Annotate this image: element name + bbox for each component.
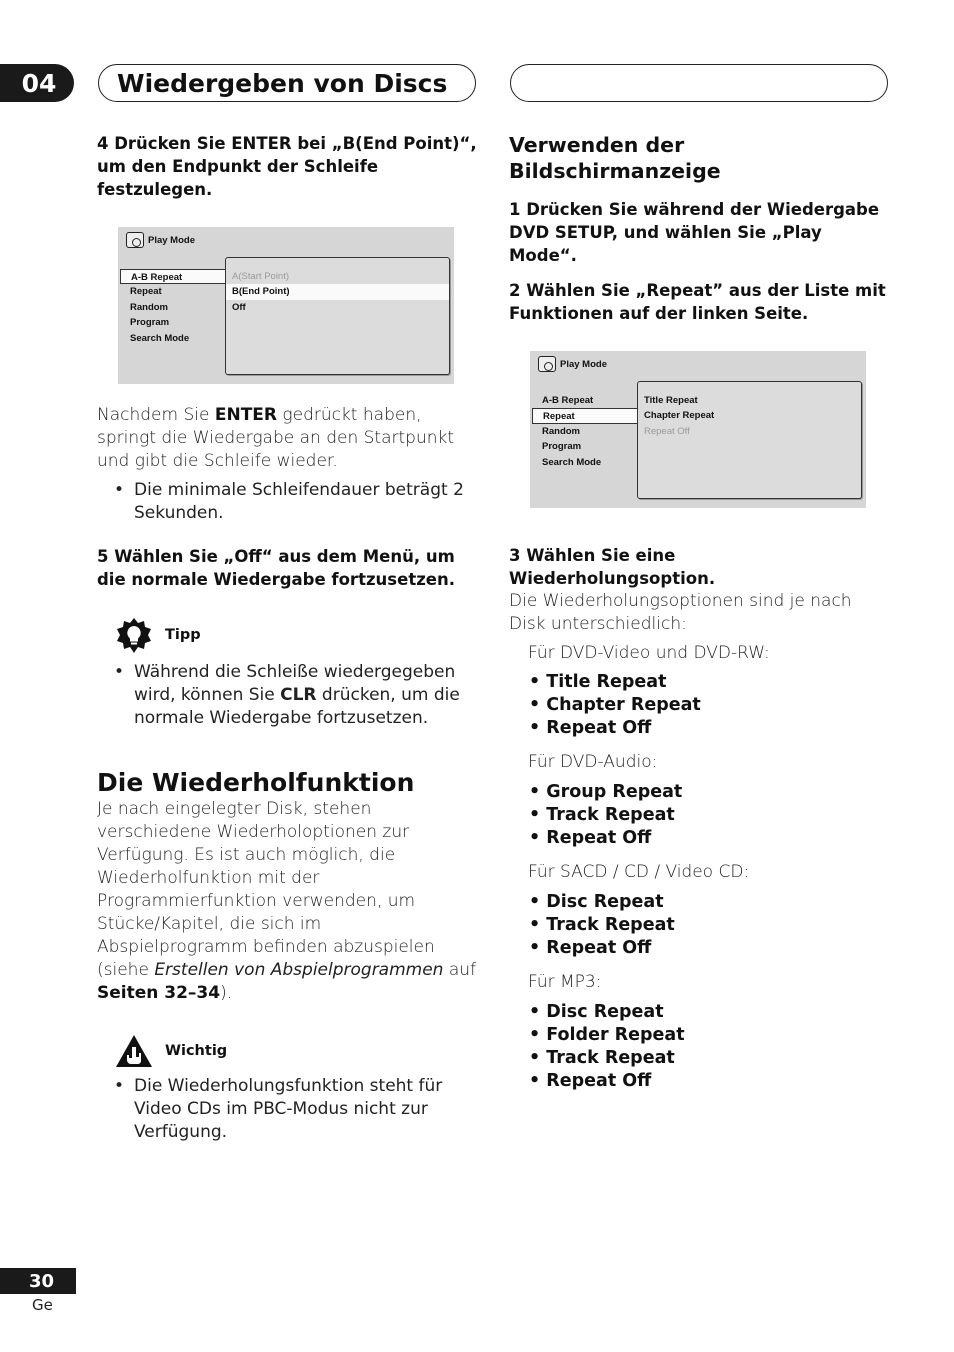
step-4: 4 Drücken Sie ENTER bei „B(End Point)“, um den Endpunkt der Schleife festzulegen.: [97, 134, 477, 199]
tip-text: • Während die Schleiße wiedergegeben wird, können Sie CLR drücken, um die normale Wiedergabe fortzusetzen.: [96, 661, 477, 730]
screen-title: Play Mode: [148, 234, 195, 246]
group-list-mp3: [509, 1001, 889, 1093]
screen-title: Play Mode: [560, 358, 607, 370]
group-list-sacd-cd: [509, 891, 889, 960]
step-1: 1 Drücken Sie während der Wiedergabe DVD SETUP, und wählen Sie „Play Mode“.: [509, 200, 880, 265]
repeat-option: • Track Repeat: [509, 804, 889, 827]
section-title: Die Wiederholfunktion: [97, 768, 415, 797]
step-2: 2 Wählen Sie „Repeat” aus der Liste mit Funktionen auf der linken Seite.: [509, 281, 886, 323]
bullet-min-loop: • Die minimale Schleifendauer beträgt 2 Sekunden.: [96, 479, 477, 525]
repeat-option: • Chapter Repeat: [509, 694, 889, 717]
paragraph-enter: Nachdem Sie ENTER gedrückt haben, springt die Wiedergabe an den Startpunkt und gibt die Schleife wieder.: [97, 405, 455, 471]
screen-play-mode-repeat: [530, 351, 866, 508]
disc-icon: [126, 232, 144, 248]
group-head-sacd-cd: Für SACD / CD / Video CD:: [528, 862, 750, 882]
repeat-option: • Repeat Off: [509, 717, 889, 740]
page-number: 30: [0, 1268, 76, 1294]
lightbulb-icon: [115, 617, 153, 655]
menu-item-ab-repeat[interactable]: A-B Repeat: [542, 395, 594, 406]
menu-item-random[interactable]: Random: [130, 301, 168, 313]
important-text: • Die Wiederholungsfunktion steht für Video CDs im PBC-Modus nicht zur Verfügung.: [96, 1075, 477, 1144]
important-note: [97, 1033, 477, 1073]
option-start-point[interactable]: A(Start Point): [232, 271, 290, 282]
repeat-option: • Folder Repeat: [509, 1024, 889, 1047]
screen-options-panel: [225, 257, 450, 375]
group-list-dvd-audio: [509, 781, 889, 850]
disc-icon: [538, 356, 556, 372]
step-3: 3 Wählen Sie eine Wiederholungsoption.: [509, 546, 716, 588]
screen-options-panel: [637, 381, 862, 499]
screen-play-mode-ab: [118, 227, 454, 384]
screen-menu: [532, 393, 640, 470]
repeat-option: • Repeat Off: [509, 827, 889, 850]
menu-item-search-mode[interactable]: Search Mode: [130, 332, 190, 344]
menu-item-program[interactable]: Program: [130, 317, 170, 329]
tip-label: Tipp: [165, 627, 201, 643]
chapter-title: Wiedergeben von Discs: [117, 68, 448, 98]
option-off[interactable]: Off: [232, 301, 246, 313]
option-repeat-off[interactable]: Repeat Off: [644, 425, 690, 437]
chapter-number: 04: [0, 64, 74, 102]
header-empty-bar: [510, 64, 888, 102]
repeat-option: • Repeat Off: [509, 937, 889, 960]
menu-item-program[interactable]: Program: [542, 441, 582, 453]
language-code: Ge: [32, 1296, 53, 1314]
group-head-mp3: Für MP3:: [528, 972, 602, 992]
repeat-option: • Repeat Off: [509, 1070, 889, 1093]
repeat-option: • Title Repeat: [509, 671, 889, 694]
repeat-option: • Track Repeat: [509, 1047, 889, 1070]
repeat-option: • Track Repeat: [509, 914, 889, 937]
group-head-dvd-audio: Für DVD-Audio:: [528, 752, 658, 772]
chapter-title-bar: [98, 64, 476, 102]
section-paragraph: Je nach eingelegter Disk, stehen verschiedene Wiederholoptionen zur Verfügung. Es ist auch möglich, die Wiederholfunktion mit der Programmierfunktion verwenden, um Stücke/Kapitel, die sich im Abspielprogramm befinden abzuspielen (siehe Erstellen von Abspielprogrammen auf Seiten 32–34).: [97, 799, 477, 1003]
option-end-point[interactable]: B(End Point): [226, 284, 449, 299]
group-head-dvd-video: Für DVD-Video und DVD-RW:: [528, 643, 770, 663]
repeat-option: • Group Repeat: [509, 781, 889, 804]
menu-item-repeat[interactable]: Repeat: [130, 286, 162, 298]
right-section-title: Verwenden der Bildschirmanzeige: [509, 133, 721, 183]
important-label: Wichtig: [165, 1043, 228, 1059]
screen-menu: [120, 269, 228, 346]
step-3-text: Die Wiederholungsoptionen sind je nach Disk unterschiedlich:: [509, 591, 852, 634]
option-title-repeat[interactable]: Title Repeat: [644, 395, 698, 406]
repeat-option: • Disc Repeat: [509, 1001, 889, 1024]
warning-hand-icon: [115, 1033, 153, 1071]
right-column: [509, 132, 889, 1093]
group-list-dvd-video: [509, 671, 889, 740]
repeat-option: • Disc Repeat: [509, 891, 889, 914]
left-column: [97, 132, 477, 1144]
menu-item-repeat[interactable]: Repeat: [532, 408, 640, 423]
option-chapter-repeat[interactable]: Chapter Repeat: [644, 410, 715, 422]
step-5: 5 Wählen Sie „Off“ aus dem Menü, um die normale Wiedergabe fortzusetzen.: [97, 547, 456, 589]
menu-item-random[interactable]: Random: [542, 425, 580, 437]
menu-item-search-mode[interactable]: Search Mode: [542, 456, 602, 468]
tip-note: [97, 617, 477, 657]
menu-item-ab-repeat[interactable]: A-B Repeat: [120, 269, 228, 284]
